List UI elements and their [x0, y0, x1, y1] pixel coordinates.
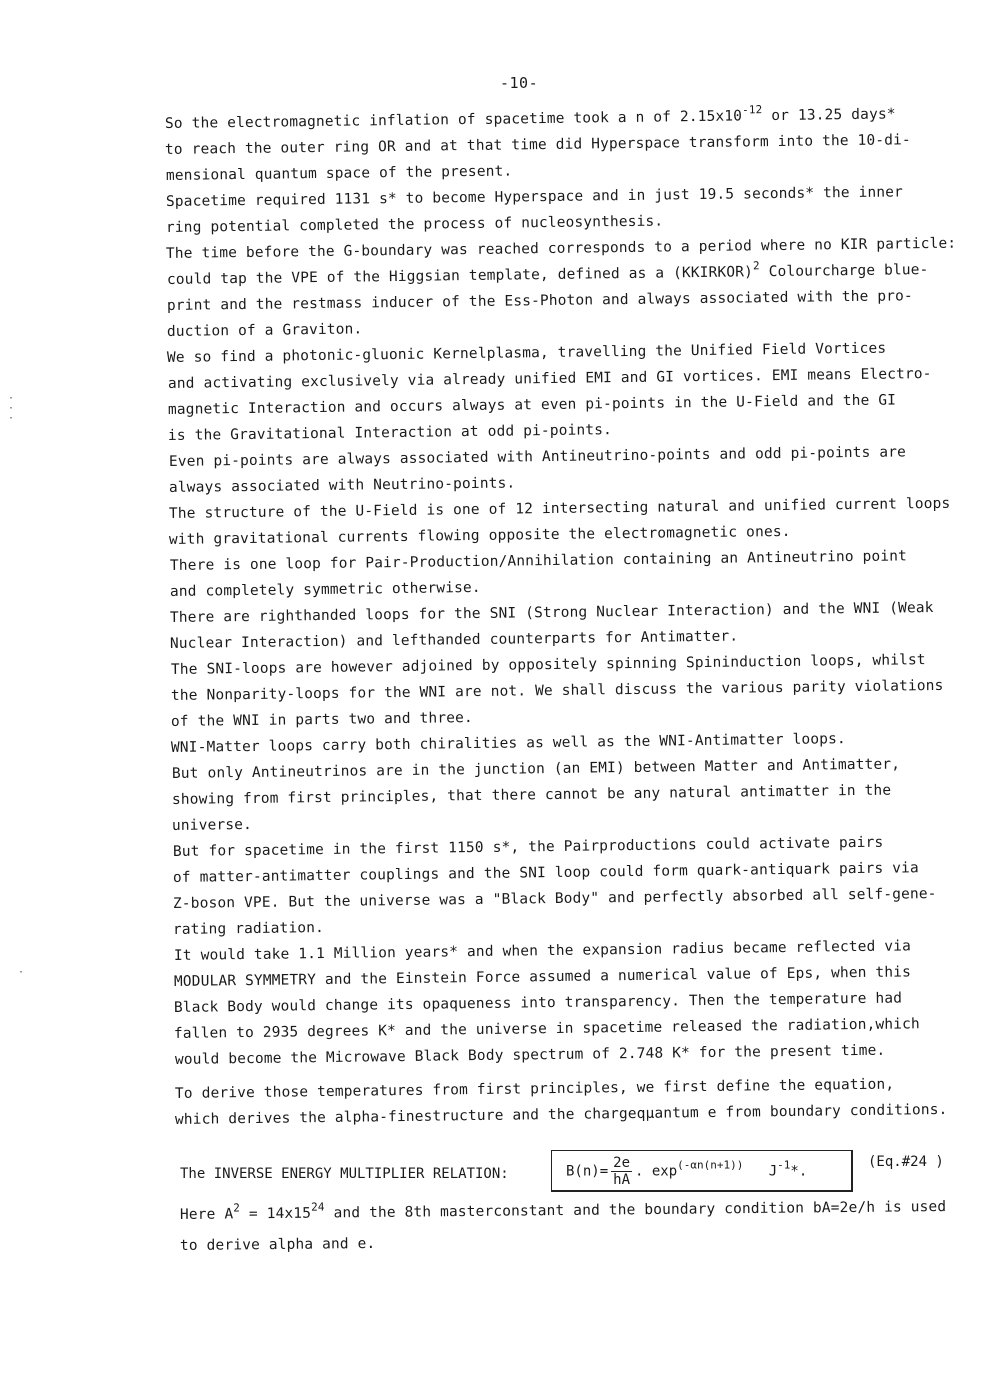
text-segment: So the electromagnetic inflation of spacetime took a n of 2.15x10 [164, 108, 743, 132]
text-segment: Nuclear Interaction) and lefthanded counterparts for Antimatter. [170, 628, 739, 652]
text-segment: showing from first principles, that there cannot be any natural antimatter in the [171, 782, 892, 808]
text-line [167, 321, 363, 340]
text-segment: which derives the alpha-finestructure and the chargeqµantum e from boundary conditions. [175, 1101, 948, 1128]
text-line [165, 163, 511, 184]
superscript: 2 [752, 259, 760, 273]
text-segment: = 14x15 [239, 1205, 312, 1223]
equation-numerator: 2e [613, 1155, 631, 1171]
text-line [171, 710, 473, 730]
text-segment: Black Body would change its opaqueness into transparency. Then the temperature had [174, 990, 903, 1016]
text-segment: There are righthanded loops for the SNI (Strong Nuclear Interaction) and the WNI (Weak [170, 600, 934, 626]
text-segment: print and the restmass inducer of the Ess-Photon and always associated with the pro- [166, 288, 913, 314]
text-line [169, 548, 906, 574]
text-line [166, 184, 903, 210]
text-line [168, 444, 905, 470]
text-line [164, 103, 896, 132]
text-segment: The structure of the U-Field is one of 12 intersecting natural and unified current loops [168, 495, 951, 522]
text-segment: of the WNI in parts two and three. [171, 710, 474, 730]
text-line [165, 132, 911, 158]
text-segment: and the 8th masterconstant and the boundary condition bA=2e/h is used [324, 1198, 947, 1222]
page-number: -10- [500, 74, 539, 92]
equation-tail: *. [790, 1163, 808, 1180]
text-segment: magnetic Interaction and occurs always at even pi-points in the U-Field and the GI [167, 392, 897, 418]
text-segment: and completely symmetric otherwise. [169, 579, 481, 600]
equation-number: (Eq.#24 ) [868, 1154, 944, 1170]
text-line [168, 422, 612, 444]
equation-unit: J [768, 1163, 778, 1180]
text-line [170, 580, 481, 600]
text-line [180, 1199, 946, 1223]
text-line [167, 341, 886, 366]
text-segment: to reach the outer ring OR and at that time did Hyperspace transform into the 10-di- [165, 132, 912, 158]
superscript: 2 [233, 1201, 241, 1215]
superscript: 24 [310, 1200, 325, 1214]
text-line [173, 886, 937, 912]
text-segment: There is one loop for Pair-Production/Annihilation containing an Antineutrino point [169, 548, 907, 574]
equation-denominator: hA [613, 1172, 631, 1188]
text-line [172, 817, 252, 834]
text-line [174, 964, 911, 990]
text-line [171, 678, 944, 704]
text-line [174, 1016, 920, 1042]
text-line [174, 938, 911, 964]
text-segment: Here A [179, 1206, 234, 1223]
text-segment: is the Gravitational Interaction at odd pi-points. [168, 422, 613, 444]
text-segment: of matter-antimatter couplings and the SNI loop could form quark-antiquark pairs via [172, 860, 919, 886]
equation-label: The INVERSE ENERGY MULTIPLIER RELATION: [180, 1166, 509, 1182]
text-line [166, 259, 929, 288]
text-segment: But for spacetime in the first 1150 s*, the Pairproductions could activate pairs [172, 834, 883, 860]
text-segment: But only Antineutrinos are in the junction (an EMI) between Matter and Antimatter, [171, 756, 900, 782]
superscript: -12 [741, 103, 763, 117]
text-line [166, 236, 956, 262]
text-segment: rating radiation. [173, 920, 325, 938]
equation-box [551, 1150, 853, 1192]
text-line [175, 1102, 948, 1128]
text-line [175, 1077, 894, 1102]
text-segment: To derive those temperatures from first principles, we first define the equation, [174, 1076, 895, 1102]
equation-formula [566, 1155, 807, 1188]
text-segment: the Nonparity-loops for the WNI are not. We shall discuss the various parity violations [170, 677, 944, 704]
equation-row [180, 1150, 960, 1200]
text-line [169, 496, 951, 522]
text-segment: ring potential completed the process of nucleosynthesis. [165, 213, 664, 236]
text-line [173, 860, 919, 886]
margin-mark: · · · [8, 393, 15, 424]
text-segment: MODULAR SYMMETRY and the Einstein Force assumed a numerical value of Eps, when this [173, 964, 911, 990]
text-line [180, 1236, 376, 1254]
text-segment: fallen to 2935 degrees K* and the universe in spacetime released the radiation,which [174, 1016, 921, 1042]
text-line [169, 524, 791, 548]
text-line [170, 600, 934, 626]
text-line [167, 288, 913, 314]
margin-mark: · [18, 967, 25, 978]
text-segment: We so find a photonic-gluonic Kernelplasma, travelling the Unified Field Vortices [167, 340, 887, 366]
text-line [175, 1043, 886, 1068]
text-segment: Even pi-points are always associated with Antineutrino-points and odd pi-points are [168, 444, 906, 470]
text-line [170, 629, 738, 652]
text-segment: always associated with Neutrino-points. [168, 475, 516, 496]
text-segment: and activating exclusively via already unified EMI and GI vortices. EMI means Electro- [167, 366, 932, 392]
text-segment: would become the Microwave Black Body spectrum of 2.748 K* for the present time. [174, 1042, 886, 1068]
text-line [173, 920, 324, 938]
text-segment: Colourcharge blue- [759, 262, 929, 281]
text-segment: The time before the G-boundary was reached corresponds to a period where no KIR particle: [166, 235, 957, 262]
text-line [172, 835, 883, 860]
text-segment: could tap the VPE of the Higgsian template, defined as a (KKIRKOR) [166, 264, 753, 288]
text-segment: It would take 1.1 Million years* and when the expansion radius became reflected via [173, 938, 911, 964]
text-segment: mensional quantum space of the present. [165, 163, 512, 184]
text-segment: Spacetime required 1131 s* to become Hyperspace and in just 19.5 seconds* the inner [165, 184, 903, 210]
text-line [172, 756, 900, 782]
text-line [168, 392, 896, 418]
text-line [174, 990, 902, 1016]
equation-fraction [611, 1155, 632, 1188]
equation-lhs: B(n)= [566, 1163, 609, 1180]
text-line [169, 475, 515, 496]
text-segment: with gravitational currents flowing opposite the electromagnetic ones. [169, 523, 791, 548]
text-segment: universe. [172, 816, 253, 834]
text-segment: The SNI-loops are however adjoined by oppositely spinning Spininduction loops, whilst [170, 652, 926, 678]
text-segment: WNI-Matter loops carry both chiralities as well as the WNI-Antimatter loops. [171, 731, 847, 756]
equation-unit-exponent: -1 [777, 1158, 791, 1172]
text-line [168, 366, 932, 392]
text-line [171, 731, 846, 756]
equation-operator: . exp [635, 1163, 678, 1180]
text-line [171, 652, 926, 678]
text-segment: Z-boson VPE. But the universe was a "Black Body" and perfectly absorbed all self-gene- [172, 886, 937, 912]
text-line [172, 783, 891, 808]
text-segment: to derive alpha and e. [179, 1235, 376, 1254]
text-segment: duction of a Graviton. [167, 321, 363, 340]
text-segment: or 13.25 days* [762, 106, 896, 125]
equation-exponent: (-αn(n+1)) [677, 1158, 744, 1172]
text-line [166, 213, 663, 236]
